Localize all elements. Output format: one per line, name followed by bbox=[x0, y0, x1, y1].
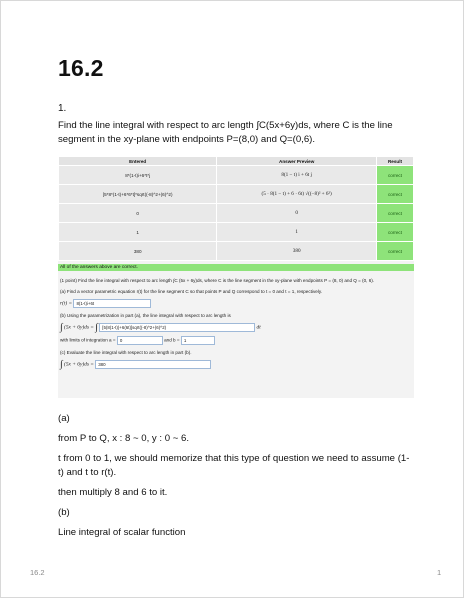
part-c-lhs: (5x + 6y)ds = bbox=[64, 361, 94, 368]
footer-section-label: 16.2 bbox=[30, 568, 45, 577]
all-correct-banner: All of the answers above are correct. bbox=[58, 264, 414, 271]
solution-b-label: (b) bbox=[58, 507, 70, 518]
entered-cell: [5*8*(1-t)+6*6*t]*sqrt((-8)^2+(6)^2) bbox=[59, 185, 217, 204]
integral-icon: ∫ bbox=[60, 322, 63, 333]
preview-cell: 380 bbox=[217, 242, 377, 261]
entered-cell: 1 bbox=[59, 223, 217, 242]
webwork-screenshot bbox=[58, 156, 414, 398]
table-row bbox=[59, 204, 414, 223]
integral-icon: ∫ bbox=[60, 359, 63, 370]
table-row bbox=[59, 185, 414, 204]
footer-page-number: 1 bbox=[437, 568, 442, 577]
page-title: 16.2 bbox=[58, 55, 104, 81]
preview-cell: 8(1 − t) i + 6t j bbox=[217, 166, 377, 185]
solution-line: then multiply 8 and 6 to it. bbox=[58, 487, 168, 498]
solution-notes bbox=[58, 412, 414, 540]
result-cell: correct bbox=[377, 223, 414, 242]
problem-intro: (1 point) Find the line integral with respect to arc length ∫C (5x + 6y)ds, where C is the line segment in the xy-plane with endpoints P = (8, 0) and Q = (0, 6). bbox=[60, 278, 375, 283]
table-row bbox=[59, 166, 414, 185]
entered-cell: 8*(1-t)i+6*t*j bbox=[59, 166, 217, 185]
results-table bbox=[58, 156, 414, 261]
result-cell: correct bbox=[377, 185, 414, 204]
preview-cell: 1 bbox=[217, 223, 377, 242]
table-row bbox=[59, 242, 414, 261]
header-result: Result bbox=[377, 157, 414, 166]
solution-line: from P to Q, x : 8 ~ 0, y : 0 ~ 6. bbox=[58, 433, 189, 444]
header-answer-preview: Answer Preview bbox=[217, 157, 377, 166]
integral-icon: ∫ bbox=[95, 322, 98, 333]
part-a-answer-field[interactable]: 8(1-t)i+6t bbox=[73, 299, 151, 308]
lower-limit-field[interactable]: 0 bbox=[117, 336, 163, 345]
part-b-row bbox=[60, 323, 414, 332]
header-entered: Entered bbox=[59, 157, 217, 166]
part-a-text: (a) Find a vector parametric equation r(t) for the line segment C so that points P and Q correspond to t = 0 and t = 1, respectively. bbox=[60, 289, 323, 294]
table-row bbox=[59, 223, 414, 242]
part-b-dt: dt bbox=[256, 324, 261, 331]
result-cell: correct bbox=[377, 166, 414, 185]
question-number: 1. bbox=[58, 103, 67, 114]
part-b-limits-row bbox=[60, 336, 414, 345]
part-b-lhs: (5x + 6y)ds = bbox=[64, 324, 94, 331]
entered-cell: 380 bbox=[59, 242, 217, 261]
result-cell: correct bbox=[377, 242, 414, 261]
result-cell: correct bbox=[377, 204, 414, 223]
part-a-lhs: r(t) = bbox=[60, 300, 73, 307]
part-c-row bbox=[60, 360, 414, 369]
entered-cell: 0 bbox=[59, 204, 217, 223]
part-a-row bbox=[60, 299, 414, 308]
part-c-text: (c) Evaluate the line integral with respect to arc length in part (b). bbox=[60, 350, 192, 355]
solution-a-label: (a) bbox=[58, 413, 70, 424]
upper-limit-field[interactable]: 1 bbox=[181, 336, 215, 345]
part-b-answer-field[interactable]: [5(8(1-t))+6(6t)]sqrt((-8)^2+(6)^2) bbox=[99, 323, 255, 332]
and-label: and b = bbox=[164, 337, 180, 343]
solution-line: Line integral of scalar function bbox=[58, 527, 186, 538]
part-c-answer-field[interactable]: 380 bbox=[95, 360, 211, 369]
limits-label: with limits of integration a = bbox=[60, 337, 116, 343]
question-text: Find the line integral with respect to arc length ∫C(5x+6y)ds, where C is the line segment in the xy-plane with endpoints P=(8,0) and Q=(0,6). bbox=[58, 120, 393, 145]
part-b-text: (b) Using the parametrization in part (a), the line integral with respect to arc length is bbox=[60, 313, 231, 318]
problem-statement bbox=[58, 271, 414, 369]
preview-cell: (5 · 8(1 − t) + 6 · 6t) √((−8)² + 6²) bbox=[217, 185, 377, 204]
preview-cell: 0 bbox=[217, 204, 377, 223]
solution-line: t from 0 to 1, we should memorize that this type of question we need to assume (1-t) and t to r(t). bbox=[58, 453, 410, 478]
